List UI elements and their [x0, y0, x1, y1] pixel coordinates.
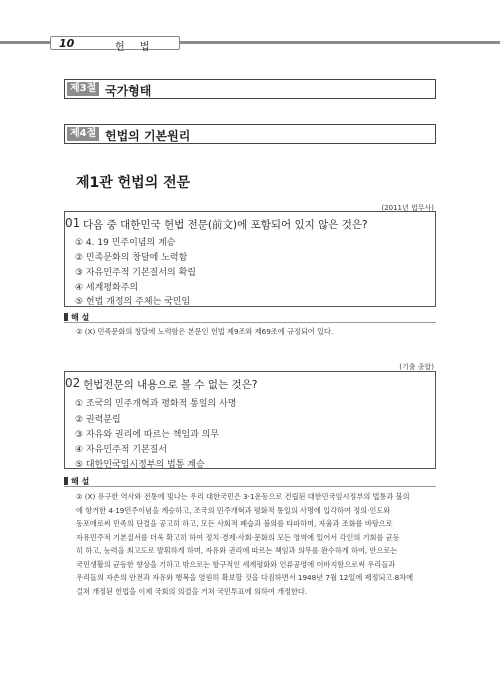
choice-1: ① 4. 19 민주이념의 계승 [75, 238, 176, 248]
question-source: (2011년 법무사) [381, 204, 434, 212]
question-number: 02 [65, 376, 81, 390]
page-header [0, 36, 500, 53]
explanation-line: 동포애로써 민족의 단결을 공고히 하고, 모든 사회적 폐습과 불의를 타파하며, 자율과 조화를 바탕으로 [76, 519, 393, 528]
question-box [64, 371, 436, 469]
explanation-rule [64, 322, 436, 323]
choice-5: ⑤ 헌법 개정의 주체는 국민임 [75, 297, 191, 307]
running-section-title: 헌 법 [115, 42, 156, 53]
page-number: 10 [59, 37, 75, 50]
choice-3: ③ 자유와 권리에 따르는 책임과 의무 [75, 430, 220, 440]
section-title: 헌법의 기본원리 [105, 129, 191, 143]
label-marker-icon [64, 477, 68, 485]
explanation-line: 자유민주적 기본질서를 더욱 확고히 하여 정치·경제·사회·문화의 모든 영역에 있어서 각인의 기회를 균등 [76, 532, 400, 542]
question-source: (기출 종합) [399, 363, 434, 371]
explanation-text: ② (X) 민족문화의 창달에 노력함은 본문인 헌법 제9조와 제69조에 규정되어 있다. [76, 327, 334, 336]
choice-3: ③ 자유민주적 기본질서의 확립 [75, 268, 196, 278]
question-text: 헌법전문의 내용으로 볼 수 없는 것은? [83, 379, 258, 391]
explanation-label: 해 설 [64, 476, 89, 487]
header-tag [50, 36, 180, 53]
question-number: 01 [65, 216, 81, 230]
explanation-text [76, 490, 438, 598]
section-title: 국가형태 [105, 84, 152, 98]
question-box [64, 211, 436, 307]
chapter-title: 제1관 헌법의 전문 [76, 175, 191, 191]
choice-4: ④ 자유민주적 기본질서 [75, 445, 168, 455]
choice-2: ② 권력분립 [75, 415, 121, 425]
choice-5: ⑤ 대한민국임시정부의 법통 계승 [75, 460, 205, 470]
label-marker-icon [64, 313, 68, 321]
section-4-heading [64, 124, 436, 144]
section-number: 제3절 [67, 82, 99, 96]
section-number: 제4절 [67, 127, 99, 141]
explanation-label: 해 설 [64, 312, 89, 323]
question-text: 다음 중 대한민국 헌법 전문(前文)에 포함되어 있지 않은 것은? [83, 219, 368, 231]
explanation-line: 걸쳐 개정된 헌법을 이제 국회의 의결을 거쳐 국민투표에 의하여 개정한다. [76, 586, 308, 596]
choice-2: ② 민족문화의 창달에 노력함 [75, 253, 188, 263]
section-3-heading [64, 79, 436, 99]
explanation-line: 우리들의 자손의 안전과 자유와 행복을 영원히 확보할 것을 다짐하면서 1948년 7월 12일에 제정되고 8차에 [76, 573, 414, 582]
explanation-line: 에 항거한 4·19민주이념을 계승하고, 조국의 민주개혁과 평화적 통일의 사명에 입각하여 정의·인도와 [76, 505, 391, 515]
choice-1: ① 조국의 민주개혁과 평화적 통일의 사명 [75, 399, 237, 409]
explanation-line: ② (X) 유구한 역사와 전통에 빛나는 우리 대한국민은 3·1운동으로 건립된 대한민국임시정부의 법통과 불의 [76, 492, 410, 501]
choice-4: ④ 세계평화주의 [75, 283, 139, 293]
explanation-line: 히 하고, 능력을 최고도로 발휘하게 하며, 자유와 권리에 따르는 책임과 의무를 완수하게 하여, 안으로는 [76, 546, 398, 555]
explanation-line: 국민생활의 균등한 향상을 기하고 밖으로는 항구적인 세계평화와 인류공영에 이바지함으로써 우리들과 [76, 559, 396, 569]
explanation-rule [64, 486, 436, 487]
